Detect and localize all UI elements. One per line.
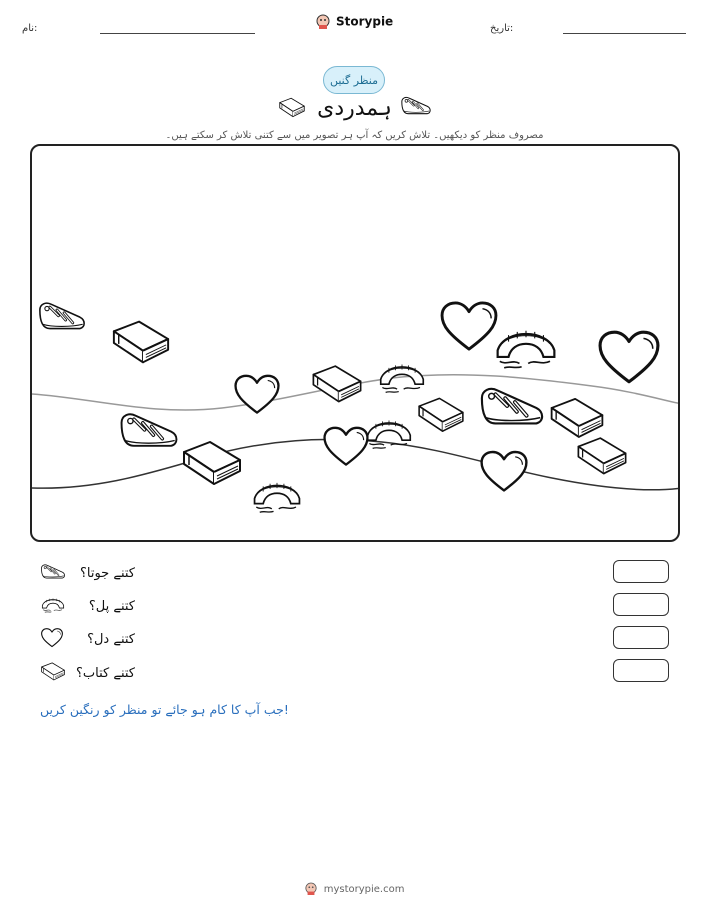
instructions: مصروف منظر کو دیکھیں۔ تلاش کریں کہ آپ ہر تصویر میں سے کتنی تلاش کر سکتے ہیں۔	[165, 130, 544, 141]
sandal-icon	[122, 414, 177, 446]
scene-frame	[30, 144, 680, 542]
bridge-icon	[368, 421, 411, 449]
bridge-icon	[255, 483, 300, 512]
bridge-icon	[40, 595, 66, 613]
book-icon	[114, 322, 168, 363]
color-instruction: جب آپ کا کام ہو جائے تو منظر کو رنگین کریں!	[40, 702, 289, 717]
heart-icon	[482, 452, 527, 490]
book-icon	[552, 399, 603, 437]
answer-box-sandals[interactable]	[613, 560, 669, 583]
book-icon	[40, 661, 66, 681]
book-icon	[313, 366, 360, 401]
heart-icon	[40, 628, 64, 648]
scene-picture	[32, 146, 680, 542]
book-icon	[578, 438, 625, 473]
heart-icon	[236, 376, 279, 413]
answer-box-hearts[interactable]	[613, 626, 669, 649]
page-title: ہمدردی	[317, 96, 392, 121]
sandal-icon	[482, 389, 542, 424]
answer-box-bridges[interactable]	[613, 593, 669, 616]
website-footer	[0, 882, 709, 896]
bridge-icon	[498, 331, 555, 368]
heart-icon	[325, 428, 368, 465]
brand-name: Storypie	[335, 14, 394, 29]
question-hearts: کتنے دل؟	[87, 632, 135, 647]
sandal-icon	[40, 562, 66, 580]
answer-box-books[interactable]	[613, 659, 669, 682]
website-url[interactable]: mystorypie.com	[323, 884, 405, 895]
bridge-icon	[381, 365, 424, 393]
name-label: نام:	[22, 23, 38, 34]
question-books: کتنے کتاب؟	[76, 666, 135, 681]
heart-icon	[442, 303, 496, 349]
title-sandal-icon	[400, 94, 432, 116]
date-label: تاریخ:	[490, 23, 514, 34]
sandal-icon	[40, 303, 84, 328]
question-sandals: کتنے جوتا؟	[79, 566, 135, 581]
book-icon	[184, 442, 240, 484]
storypie-logo-icon	[305, 882, 317, 896]
heart-icon	[600, 332, 658, 382]
badge: منظر گنیں	[323, 66, 385, 94]
date-line[interactable]	[563, 33, 686, 34]
name-line[interactable]	[100, 33, 255, 34]
book-icon	[419, 398, 463, 431]
brand	[0, 14, 709, 30]
question-bridges: کتنے پل؟	[88, 599, 135, 614]
storypie-logo-icon	[316, 14, 330, 30]
